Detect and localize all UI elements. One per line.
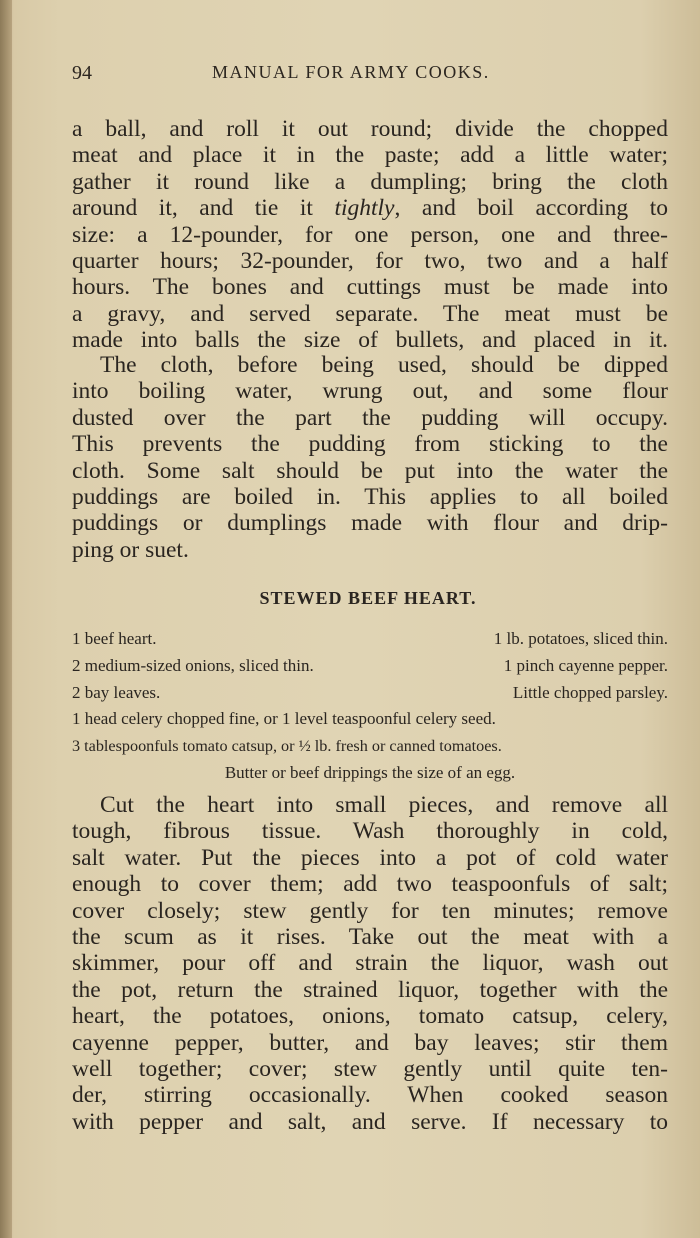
ingredient: 3 tablespoonfuls tomato catsup, or ½ lb. fresh or canned tomatoes. xyxy=(72,737,502,756)
text-line: quarter hours; 32-pounder, for two, two and a half xyxy=(72,247,668,274)
text-line: cover closely; stew gently for ten minutes; remove xyxy=(72,897,668,924)
text-line: der, stirring occasionally. When cooked season xyxy=(72,1082,668,1109)
text-line: around it, and tie it tightly, and boil according to xyxy=(72,195,668,222)
text-line: dusted over the part the pudding will occupy. xyxy=(72,404,668,431)
text-line: ping or suet. xyxy=(72,536,189,563)
ingredient: 1 lb. potatoes, sliced thin. xyxy=(493,629,668,648)
paragraph-recipe-method xyxy=(72,792,668,1135)
ingredient-row xyxy=(72,626,668,653)
ingredient: 2 bay leaves. xyxy=(72,682,161,702)
running-title: MANUAL FOR ARMY COOKS. xyxy=(212,62,490,82)
ingredient: 1 pinch cayenne pepper. xyxy=(503,655,668,675)
text-line: a gravy, and served separate. The meat must be xyxy=(72,300,668,327)
ingredient: 1 head celery chopped fine, or 1 level teaspoonful celery seed. xyxy=(72,709,496,729)
page-number: 94 xyxy=(72,62,92,84)
text-line: puddings or dumplings made with flour and drip- xyxy=(72,510,668,537)
book-gutter xyxy=(0,0,12,1238)
ingredient: 1 beef heart. xyxy=(72,629,157,648)
text-line: salt water. Put the pieces into a pot of cold water xyxy=(72,844,668,871)
text-line: cayenne pepper, butter, and bay leaves; stir them xyxy=(72,1029,668,1056)
text-line: with pepper and salt, and serve. If necessary to xyxy=(72,1108,668,1135)
text-line: made into balls the size of bullets, and placed in it. xyxy=(72,327,668,354)
text-line: cloth. Some salt should be put into the water the xyxy=(72,457,668,484)
text-line: enough to cover them; add two teaspoonfuls of salt; xyxy=(72,871,668,898)
text-line: skimmer, pour off and strain the liquor, wash out xyxy=(72,950,668,977)
ingredient-list xyxy=(72,626,668,787)
ingredient: 2 medium-sized onions, sliced thin. xyxy=(72,655,314,675)
text-line: Cut the heart into small pieces, and remove all xyxy=(100,792,668,818)
ingredient: Butter or beef drippings the size of an egg. xyxy=(224,762,516,782)
text-line: size: a 12-pounder, for one person, one and three- xyxy=(72,221,668,248)
text-line: the scum as it rises. Take out the meat with a xyxy=(72,923,668,950)
text-line: the pot, return the strained liquor, together with the xyxy=(72,976,668,1003)
ingredient-row xyxy=(72,653,668,680)
text-line: tough, fibrous tissue. Wash thoroughly in cold, xyxy=(72,818,668,845)
text-line: well together; cover; stew gently until quite ten- xyxy=(72,1055,668,1082)
recipe-title: STEWED BEEF HEART. xyxy=(259,588,477,608)
text-line: This prevents the pudding from sticking to the xyxy=(72,431,668,458)
text-line: a ball, and roll it out round; divide the chopped xyxy=(72,116,668,142)
paragraph-cloth-instructions xyxy=(72,352,668,563)
text-line: meat and place it in the paste; add a little water; xyxy=(72,142,668,169)
paragraph-pudding-method xyxy=(72,116,668,354)
text-line: gather it round like a dumpling; bring the cloth xyxy=(72,168,668,195)
ingredient-row xyxy=(72,680,668,707)
text-line: heart, the potatoes, onions, tomato catsup, celery, xyxy=(72,1003,668,1030)
ingredient: Little chopped parsley. xyxy=(512,682,668,702)
text-line: The cloth, before being used, should be dipped xyxy=(100,352,668,378)
text-line: hours. The bones and cuttings must be made into xyxy=(72,274,668,301)
emphasis: tightly xyxy=(334,195,395,222)
text-line: into boiling water, wrung out, and some flour xyxy=(72,378,668,405)
text-line: puddings are boiled in. This applies to all boiled xyxy=(72,483,668,510)
